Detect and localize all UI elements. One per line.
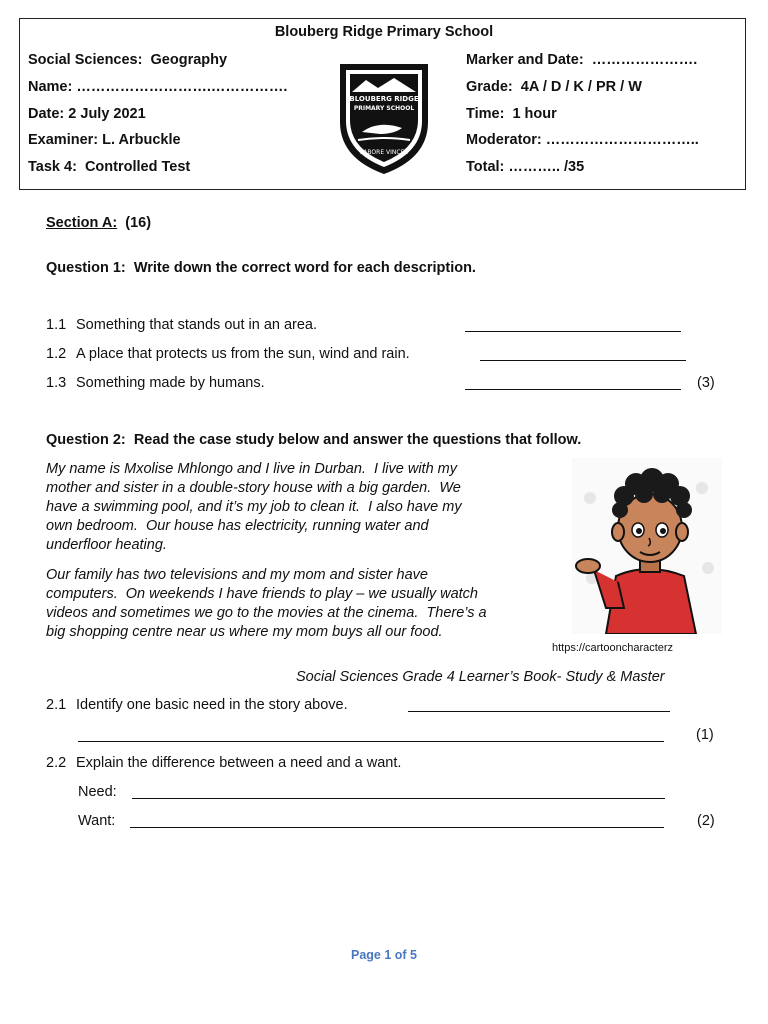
section-a-marks: (16) bbox=[125, 215, 152, 231]
want-label: Want: bbox=[78, 813, 116, 829]
q21-text: Identify one basic need in the story above. bbox=[76, 697, 348, 713]
story-paragraph-2 bbox=[46, 566, 487, 642]
crest-motto: LABORE VINCES bbox=[359, 149, 409, 156]
q1-item-2-answer-line[interactable] bbox=[480, 360, 686, 361]
q1-item-1-num: 1.1 bbox=[46, 317, 67, 333]
q1-item-2-num: 1.2 bbox=[46, 346, 67, 362]
story-line: My name is Mxolise Mhlongo and I live in Durban. I live with my bbox=[46, 461, 457, 477]
q1-item-3-answer-line[interactable] bbox=[465, 389, 681, 390]
story-source: Social Sciences Grade 4 Learner’s Book- Study & Master bbox=[296, 669, 665, 685]
cartoon-boy-illustration bbox=[572, 458, 722, 634]
story-line: have a swimming pool, and it’s my job to clean it. I also have my bbox=[46, 499, 462, 515]
task-label: Task 4: Controlled Test bbox=[28, 159, 191, 175]
q21-answer-line-1[interactable] bbox=[408, 711, 670, 712]
name-field: Name: ……………………….……………. bbox=[28, 79, 288, 95]
time-label: Time: 1 hour bbox=[466, 106, 557, 122]
school-crest-logo bbox=[338, 62, 430, 176]
q1-item-3-text: Something made by humans. bbox=[76, 375, 265, 391]
crest-line1: BLOUBERG RIDGE bbox=[349, 95, 419, 103]
subject-label: Social Sciences: Geography bbox=[28, 52, 228, 68]
question1-heading: Question 1: Write down the correct word for each description. bbox=[46, 260, 476, 276]
q1-item-1-answer-line[interactable] bbox=[465, 331, 681, 332]
need-answer-line[interactable] bbox=[132, 798, 665, 799]
story-line: Our family has two televisions and my mom and sister have bbox=[46, 567, 428, 583]
story-paragraph-1 bbox=[46, 460, 462, 555]
story-line: videos and sometimes we go to the movies at the cinema. There’s a bbox=[46, 605, 487, 621]
q1-item-2-text: A place that protects us from the sun, wind and rain. bbox=[76, 346, 410, 362]
q21-marks: (1) bbox=[696, 727, 714, 743]
total-field: Total: ……….. /35 bbox=[466, 159, 585, 175]
q22-text: Explain the difference between a need and a want. bbox=[76, 755, 402, 771]
grade-label: Grade: 4A / D / K / PR / W bbox=[466, 79, 642, 95]
story-line: big shopping centre near us where my mom buys all our food. bbox=[46, 624, 443, 640]
q22-num: 2.2 bbox=[46, 755, 67, 771]
crest-line2: PRIMARY SCHOOL bbox=[353, 105, 415, 112]
examiner-label: Examiner: L. Arbuckle bbox=[28, 132, 181, 148]
school-name: Blouberg Ridge Primary School bbox=[274, 24, 494, 40]
moderator-field: Moderator: ………………………….. bbox=[466, 132, 699, 148]
q21-answer-line-2[interactable] bbox=[78, 741, 664, 742]
story-line: underfloor heating. bbox=[46, 537, 167, 553]
need-label: Need: bbox=[78, 784, 117, 800]
q21-num: 2.1 bbox=[46, 697, 67, 713]
story-line: mother and sister in a double-story house with a big garden. We bbox=[46, 480, 461, 496]
q22-marks: (2) bbox=[697, 813, 715, 829]
date-label: Date: 2 July 2021 bbox=[28, 106, 146, 122]
q1-item-1-text: Something that stands out in an area. bbox=[76, 317, 318, 333]
marker-field: Marker and Date: …………………. bbox=[466, 52, 698, 68]
story-line: computers. On weekends I have friends to play – we usually watch bbox=[46, 586, 478, 602]
question2-heading: Question 2: Read the case study below and answer the questions that follow. bbox=[46, 432, 582, 448]
page-number: Page 1 of 5 bbox=[351, 948, 417, 962]
section-a-heading bbox=[46, 215, 151, 231]
image-credit: https://cartooncharacterz bbox=[552, 642, 674, 654]
q1-item-3-num: 1.3 bbox=[46, 375, 67, 391]
section-a-label: Section A: bbox=[46, 215, 118, 231]
story-line: own bedroom. Our house has electricity, running water and bbox=[46, 518, 429, 534]
q1-marks: (3) bbox=[697, 375, 715, 391]
want-answer-line[interactable] bbox=[130, 827, 664, 828]
